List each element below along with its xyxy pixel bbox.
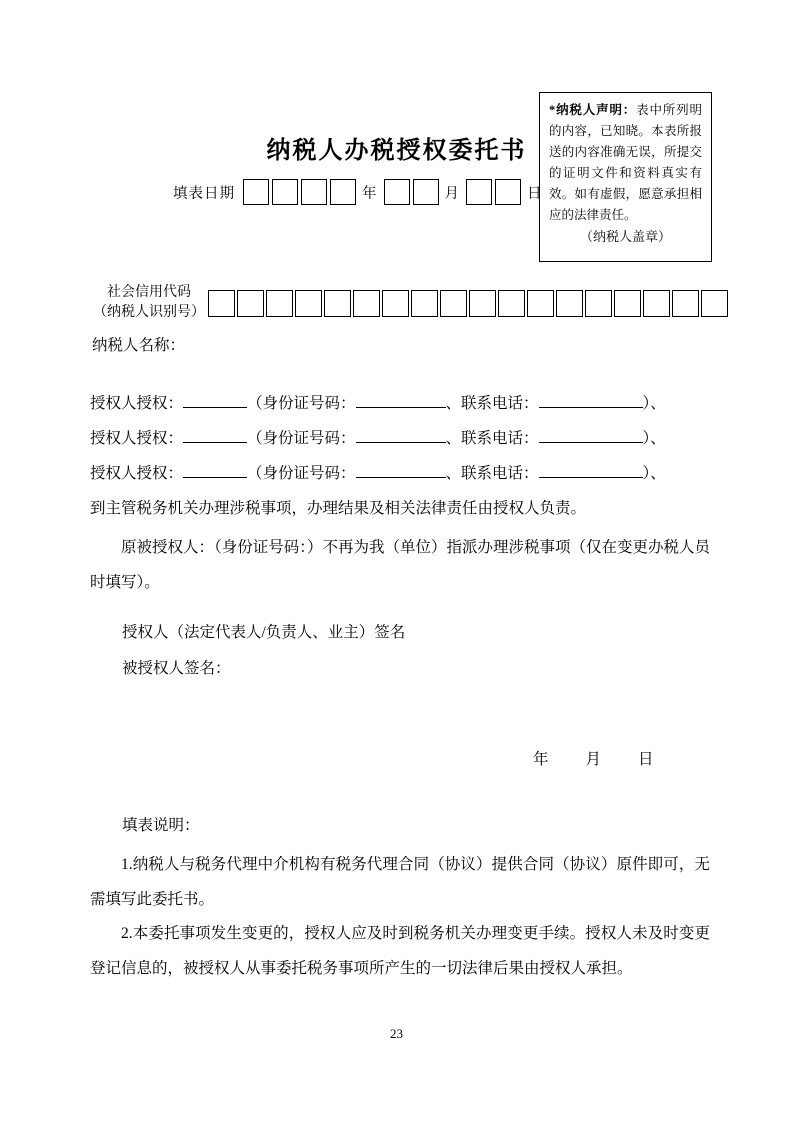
phone-label: 、联系电话： — [445, 465, 539, 482]
credit-code-box[interactable] — [440, 290, 467, 317]
credit-code-label — [92, 283, 206, 323]
authorization-suffix: ）、 — [642, 465, 666, 482]
day-digit-box[interactable] — [495, 179, 521, 205]
credit-code-box[interactable] — [382, 290, 409, 317]
credit-code-boxes — [208, 290, 728, 317]
credit-code-box[interactable] — [324, 290, 351, 317]
notes-heading: 填表说明： — [122, 817, 200, 834]
authorization-prefix: 授权人授权： — [90, 430, 184, 447]
credit-code-box[interactable] — [672, 290, 699, 317]
phone-label: 、联系电话： — [445, 430, 539, 447]
month-digit-box[interactable] — [384, 179, 410, 205]
year-digit-box[interactable] — [243, 179, 269, 205]
fill-date-row — [173, 179, 549, 205]
credit-code-box[interactable] — [266, 290, 293, 317]
date-year-label: 年 — [533, 751, 549, 768]
authorization-section — [90, 386, 715, 526]
fill-date-label: 填表日期 — [173, 185, 235, 202]
authorized-signature-label: 被授权人签名： — [122, 660, 231, 677]
year-digit-box[interactable] — [301, 179, 327, 205]
year-digit-box[interactable] — [330, 179, 356, 205]
id-number-blank[interactable] — [356, 475, 446, 478]
credit-code-box[interactable] — [556, 290, 583, 317]
date-month-label: 月 — [585, 751, 602, 768]
authorizer-name-blank[interactable] — [183, 405, 247, 408]
credit-code-box[interactable] — [498, 290, 525, 317]
credit-code-box[interactable] — [208, 290, 235, 317]
id-number-label: （身份证号码： — [247, 465, 356, 482]
id-number-blank[interactable] — [356, 440, 446, 443]
phone-number-blank[interactable] — [539, 440, 643, 443]
day-label: 日 — [527, 185, 543, 202]
declaration-body: 表中所列明的内容，已知晓。本表所报送的内容准确无误，所提交的证明文件和资料真实有效。如有虚假，愿意承担相应的法律责任。 — [549, 103, 702, 222]
phone-number-blank[interactable] — [539, 475, 643, 478]
year-digit-box[interactable] — [272, 179, 298, 205]
authorization-suffix: ）、 — [642, 430, 666, 447]
authorization-prefix: 授权人授权： — [90, 465, 184, 482]
credit-code-box[interactable] — [353, 290, 380, 317]
authorization-prefix: 授权人授权： — [90, 395, 184, 412]
date-day-label: 日 — [638, 751, 654, 768]
authorizer-name-blank[interactable] — [183, 475, 247, 478]
credit-code-box[interactable] — [643, 290, 670, 317]
fill-date-year-boxes — [243, 179, 356, 205]
taxpayer-name-label: 纳税人名称： — [92, 337, 186, 354]
authorizer-signature-label: 授权人（法定代表人/负责人、业主）签名 — [122, 624, 406, 641]
authorizer-name-blank[interactable] — [183, 440, 247, 443]
month-label: 月 — [444, 185, 460, 202]
credit-code-box[interactable] — [701, 290, 728, 317]
signature-date-line — [533, 747, 654, 769]
year-label: 年 — [362, 185, 378, 202]
authorization-line — [90, 456, 715, 491]
credit-code-box[interactable] — [527, 290, 554, 317]
declaration-text — [549, 100, 702, 226]
credit-code-box[interactable] — [237, 290, 264, 317]
authorization-line — [90, 386, 715, 421]
fill-date-day-boxes — [466, 179, 521, 205]
fill-date-month-boxes — [384, 179, 439, 205]
credit-code-row — [92, 283, 728, 323]
page-number: 23 — [390, 1026, 403, 1041]
note-item-1: 1.纳税人与税务代理中介机构有税务代理合同（协议）提供合同（协议）原件即可，无需填写此委托书。 — [90, 856, 710, 908]
credit-code-box[interactable] — [585, 290, 612, 317]
credit-code-box[interactable] — [469, 290, 496, 317]
authorization-line — [90, 421, 715, 456]
credit-code-label-line1: 社会信用代码 — [107, 285, 191, 300]
previous-authorizee-clause: 原被授权人：（身份证号码：）不再为我（单位）指派办理涉税事项（仅在变更办税人员时填写）。 — [90, 539, 711, 591]
form-title: 纳税人办税授权委托书 — [266, 138, 527, 164]
id-number-label: （身份证号码： — [247, 430, 356, 447]
authorization-suffix: ）、 — [642, 395, 666, 412]
id-number-label: （身份证号码： — [247, 395, 356, 412]
note-item-2: 2.本委托事项发生变更的，授权人应及时到税务机关办理变更手续。授权人未及时变更登记信息的，被授权人从事委托税务事项所产生的一切法律后果由授权人承担。 — [90, 925, 710, 977]
responsibility-statement: 到主管税务机关办理涉税事项，办理结果及相关法律责任由授权人负责。 — [90, 500, 587, 517]
credit-code-box[interactable] — [295, 290, 322, 317]
day-digit-box[interactable] — [466, 179, 492, 205]
id-number-blank[interactable] — [356, 405, 446, 408]
taxpayer-seal-note: （纳税人盖章） — [579, 229, 671, 244]
taxpayer-declaration-box — [539, 92, 712, 262]
declaration-lead: *纳税人声明： — [549, 103, 637, 117]
phone-number-blank[interactable] — [539, 405, 643, 408]
month-digit-box[interactable] — [413, 179, 439, 205]
credit-code-box[interactable] — [614, 290, 641, 317]
credit-code-box[interactable] — [411, 290, 438, 317]
phone-label: 、联系电话： — [445, 395, 539, 412]
credit-code-label-line2: （纳税人识别号） — [93, 305, 205, 320]
